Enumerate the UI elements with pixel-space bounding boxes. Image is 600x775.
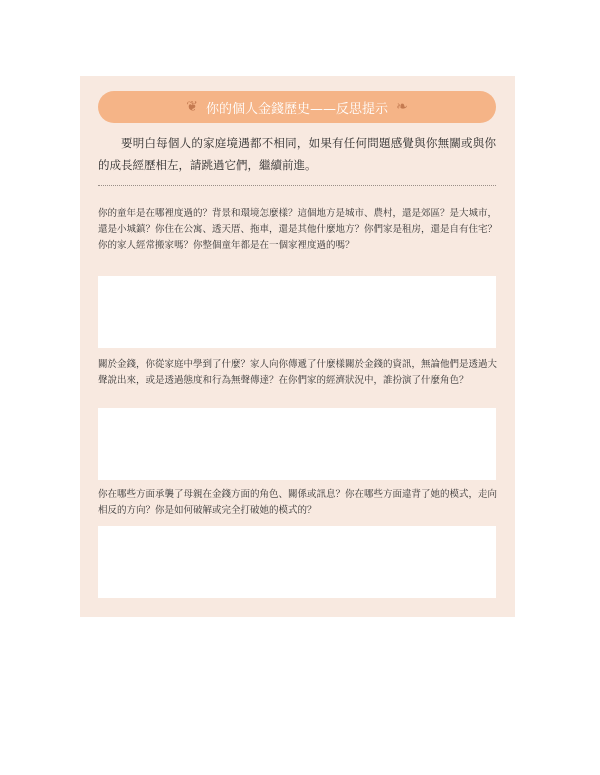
dotted-divider <box>98 185 496 186</box>
answer-box-1[interactable] <box>98 276 496 348</box>
answer-box-3[interactable] <box>98 526 496 598</box>
question-1: 你的童年是在哪裡度過的？背景和環境怎麼樣？這個地方是城市、農村，還是郊區？是大城市，還是小城鎮？你住在公寓、透天厝、拖車，還是其他什麼地方？你們家是租房，還是自有住宅？你的家人經常搬家嗎？你整個童年都是在一個家裡度過的嗎？ <box>98 208 498 251</box>
question-3: 你在哪些方面承襲了母親在金錢方面的角色、關係或訊息？你在哪些方面違背了她的模式，走向相反的方向？你是如何破解或完全打破她的模式的？ <box>98 489 498 516</box>
banner-title: 你的個人金錢歷史——反思提示 <box>205 101 388 117</box>
laurel-left-icon: ❦ <box>186 99 198 115</box>
question-2: 關於金錢，你從家庭中學到了什麼？家人向你傳遞了什麼樣關於金錢的資訊，無論他們是透過大聲說出來，或是透過態度和行為無聲傳達？在你們家的經濟狀況中，誰扮演了什麼角色？ <box>98 359 498 386</box>
reflection-panel <box>80 76 515 617</box>
title-banner <box>98 91 496 123</box>
intro-paragraph: 要明白每個人的家庭境遇都不相同，如果有任何問題感覺與你無關或與你的成長經歷相左，請跳過它們，繼續前進。 <box>98 136 496 172</box>
answer-box-2[interactable] <box>98 408 496 480</box>
laurel-right-icon: ❧ <box>396 99 408 115</box>
